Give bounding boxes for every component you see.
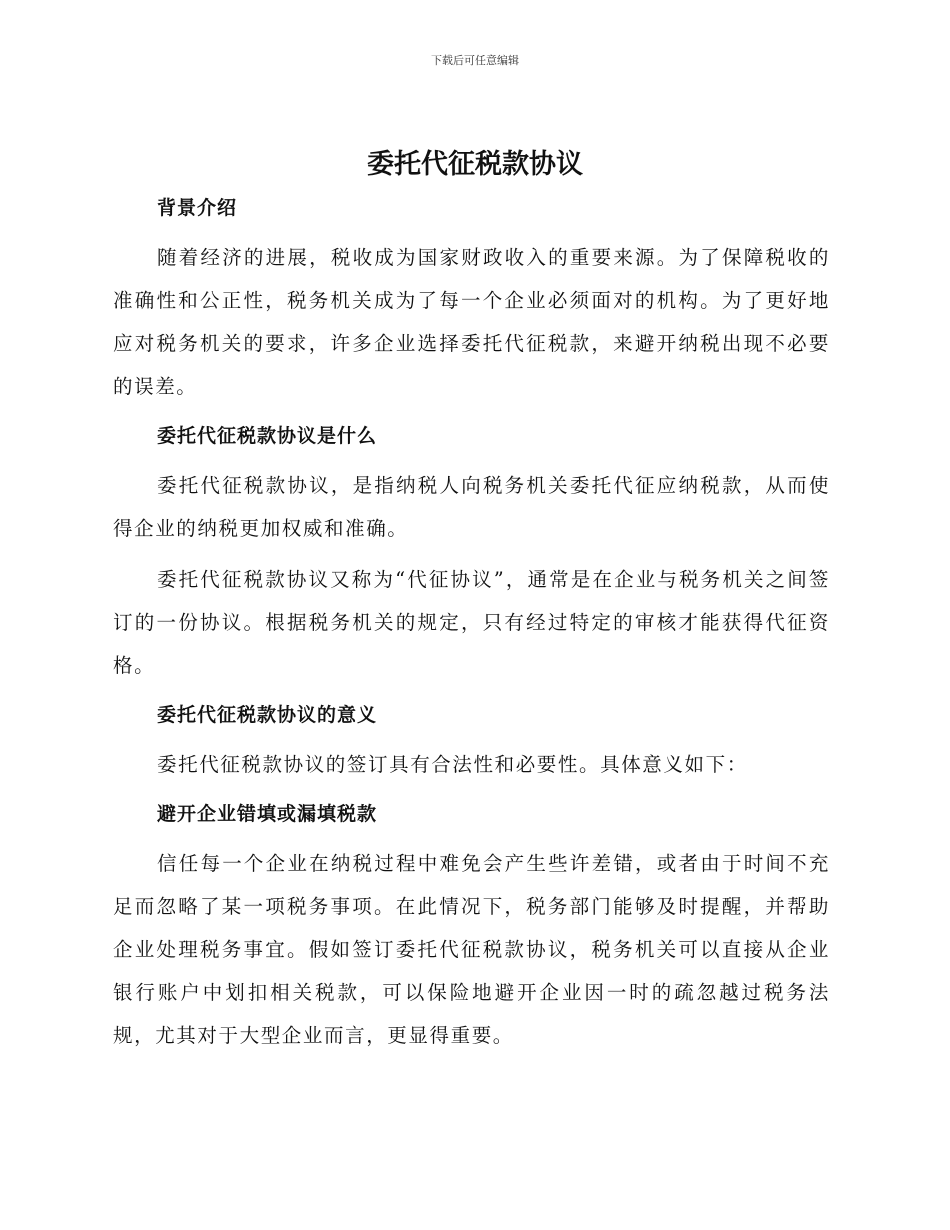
paragraph-background: 随着经济的进展，税收成为国家财政收入的重要来源。为了保障税收的准确性和公正性，税务机关成为了每一个企业必须面对的机构。为了更好地应对税务机关的要求，许多企业选择委托代征税款，来避开纳税出现不必要的误差。 [113,246,830,398]
document-title: 委托代征税款协议 [367,149,583,180]
section-heading-significance: 委托代征税款协议的意义 [157,704,378,726]
document-body [113,188,830,1057]
page-header-note: 下载后可任意编辑 [431,54,519,67]
paragraph-definition-1: 委托代征税款协议，是指纳税人向税务机关委托代征应纳税款，从而使得企业的纳税更加权威和准确。 [113,474,830,540]
paragraph-avoid-errors: 信任每一个企业在纳税过程中难免会产生些许差错，或者由于时间不充足而忽略了某一项税务事项。在此情况下，税务部门能够及时提醒，并帮助企业处理税务事宜。假如签订委托代征税款协议，税务机关可以直接从企业银行账户中划扣相关税款，可以保险地避开企业因一时的疏忽越过税务法规，尤其对于大型企业而言，更显得重要。 [113,852,830,1047]
section-heading-definition: 委托代征税款协议是什么 [157,425,378,447]
paragraph-significance: 委托代征税款协议的签订具有合法性和必要性。具体意义如下： [157,753,748,776]
section-heading-avoid-errors: 避开企业错填或漏填税款 [157,803,378,825]
section-heading-background: 背景介绍 [157,197,238,219]
paragraph-definition-2: 委托代征税款协议又称为“代征协议”，通常是在企业与税务机关之间签订的一份协议。根据税务机关的规定，只有经过特定的审核才能获得代征资格。 [113,568,830,677]
